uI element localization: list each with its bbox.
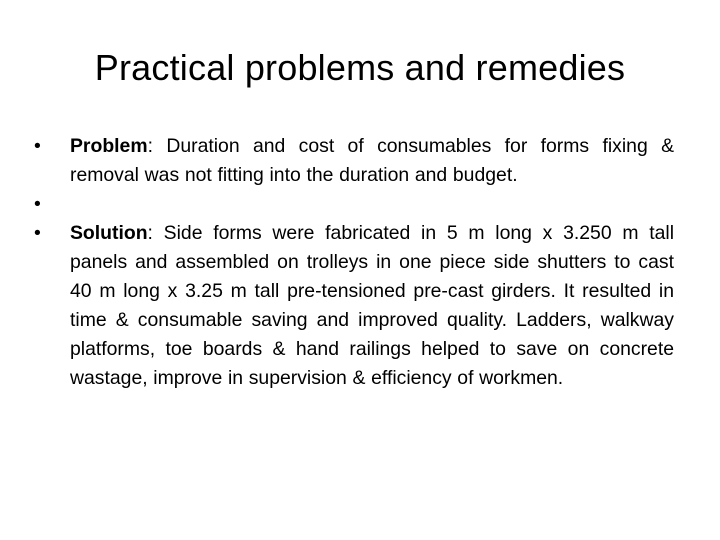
bullet-solution	[34, 219, 674, 393]
problem-text: Duration and cost of consumables for forms fixing & removal was not fitting into the duration and budget.	[70, 135, 674, 186]
bullet-list	[34, 132, 674, 393]
bullet-text	[70, 132, 674, 190]
problem-separator: :	[147, 135, 167, 157]
solution-separator: :	[147, 222, 164, 244]
bullet-empty	[34, 190, 674, 219]
slide-title: Practical problems and remedies	[94, 47, 626, 88]
solution-text: Side forms were fabricated in 5 m long x 3.250 m tall panels and assembled on trolleys in one piece side shutters to cast 40 m long x 3.25 m tall pre-tensioned pre-cast girders. It resulted in time & consumable saving and improved quality. Ladders, walkway platforms, toe boards & hand railings helped to save on concrete wastage, improve in supervision & efficiency of workmen.	[70, 222, 674, 389]
bullet-marker: •	[34, 193, 41, 215]
bullet-marker: •	[34, 135, 41, 157]
solution-label: Solution	[70, 222, 148, 244]
bullet-problem	[34, 132, 674, 190]
empty-bullet-text	[70, 190, 674, 219]
bullet-marker: •	[34, 222, 41, 244]
bullet-text	[70, 219, 674, 393]
problem-label: Problem	[70, 135, 148, 157]
